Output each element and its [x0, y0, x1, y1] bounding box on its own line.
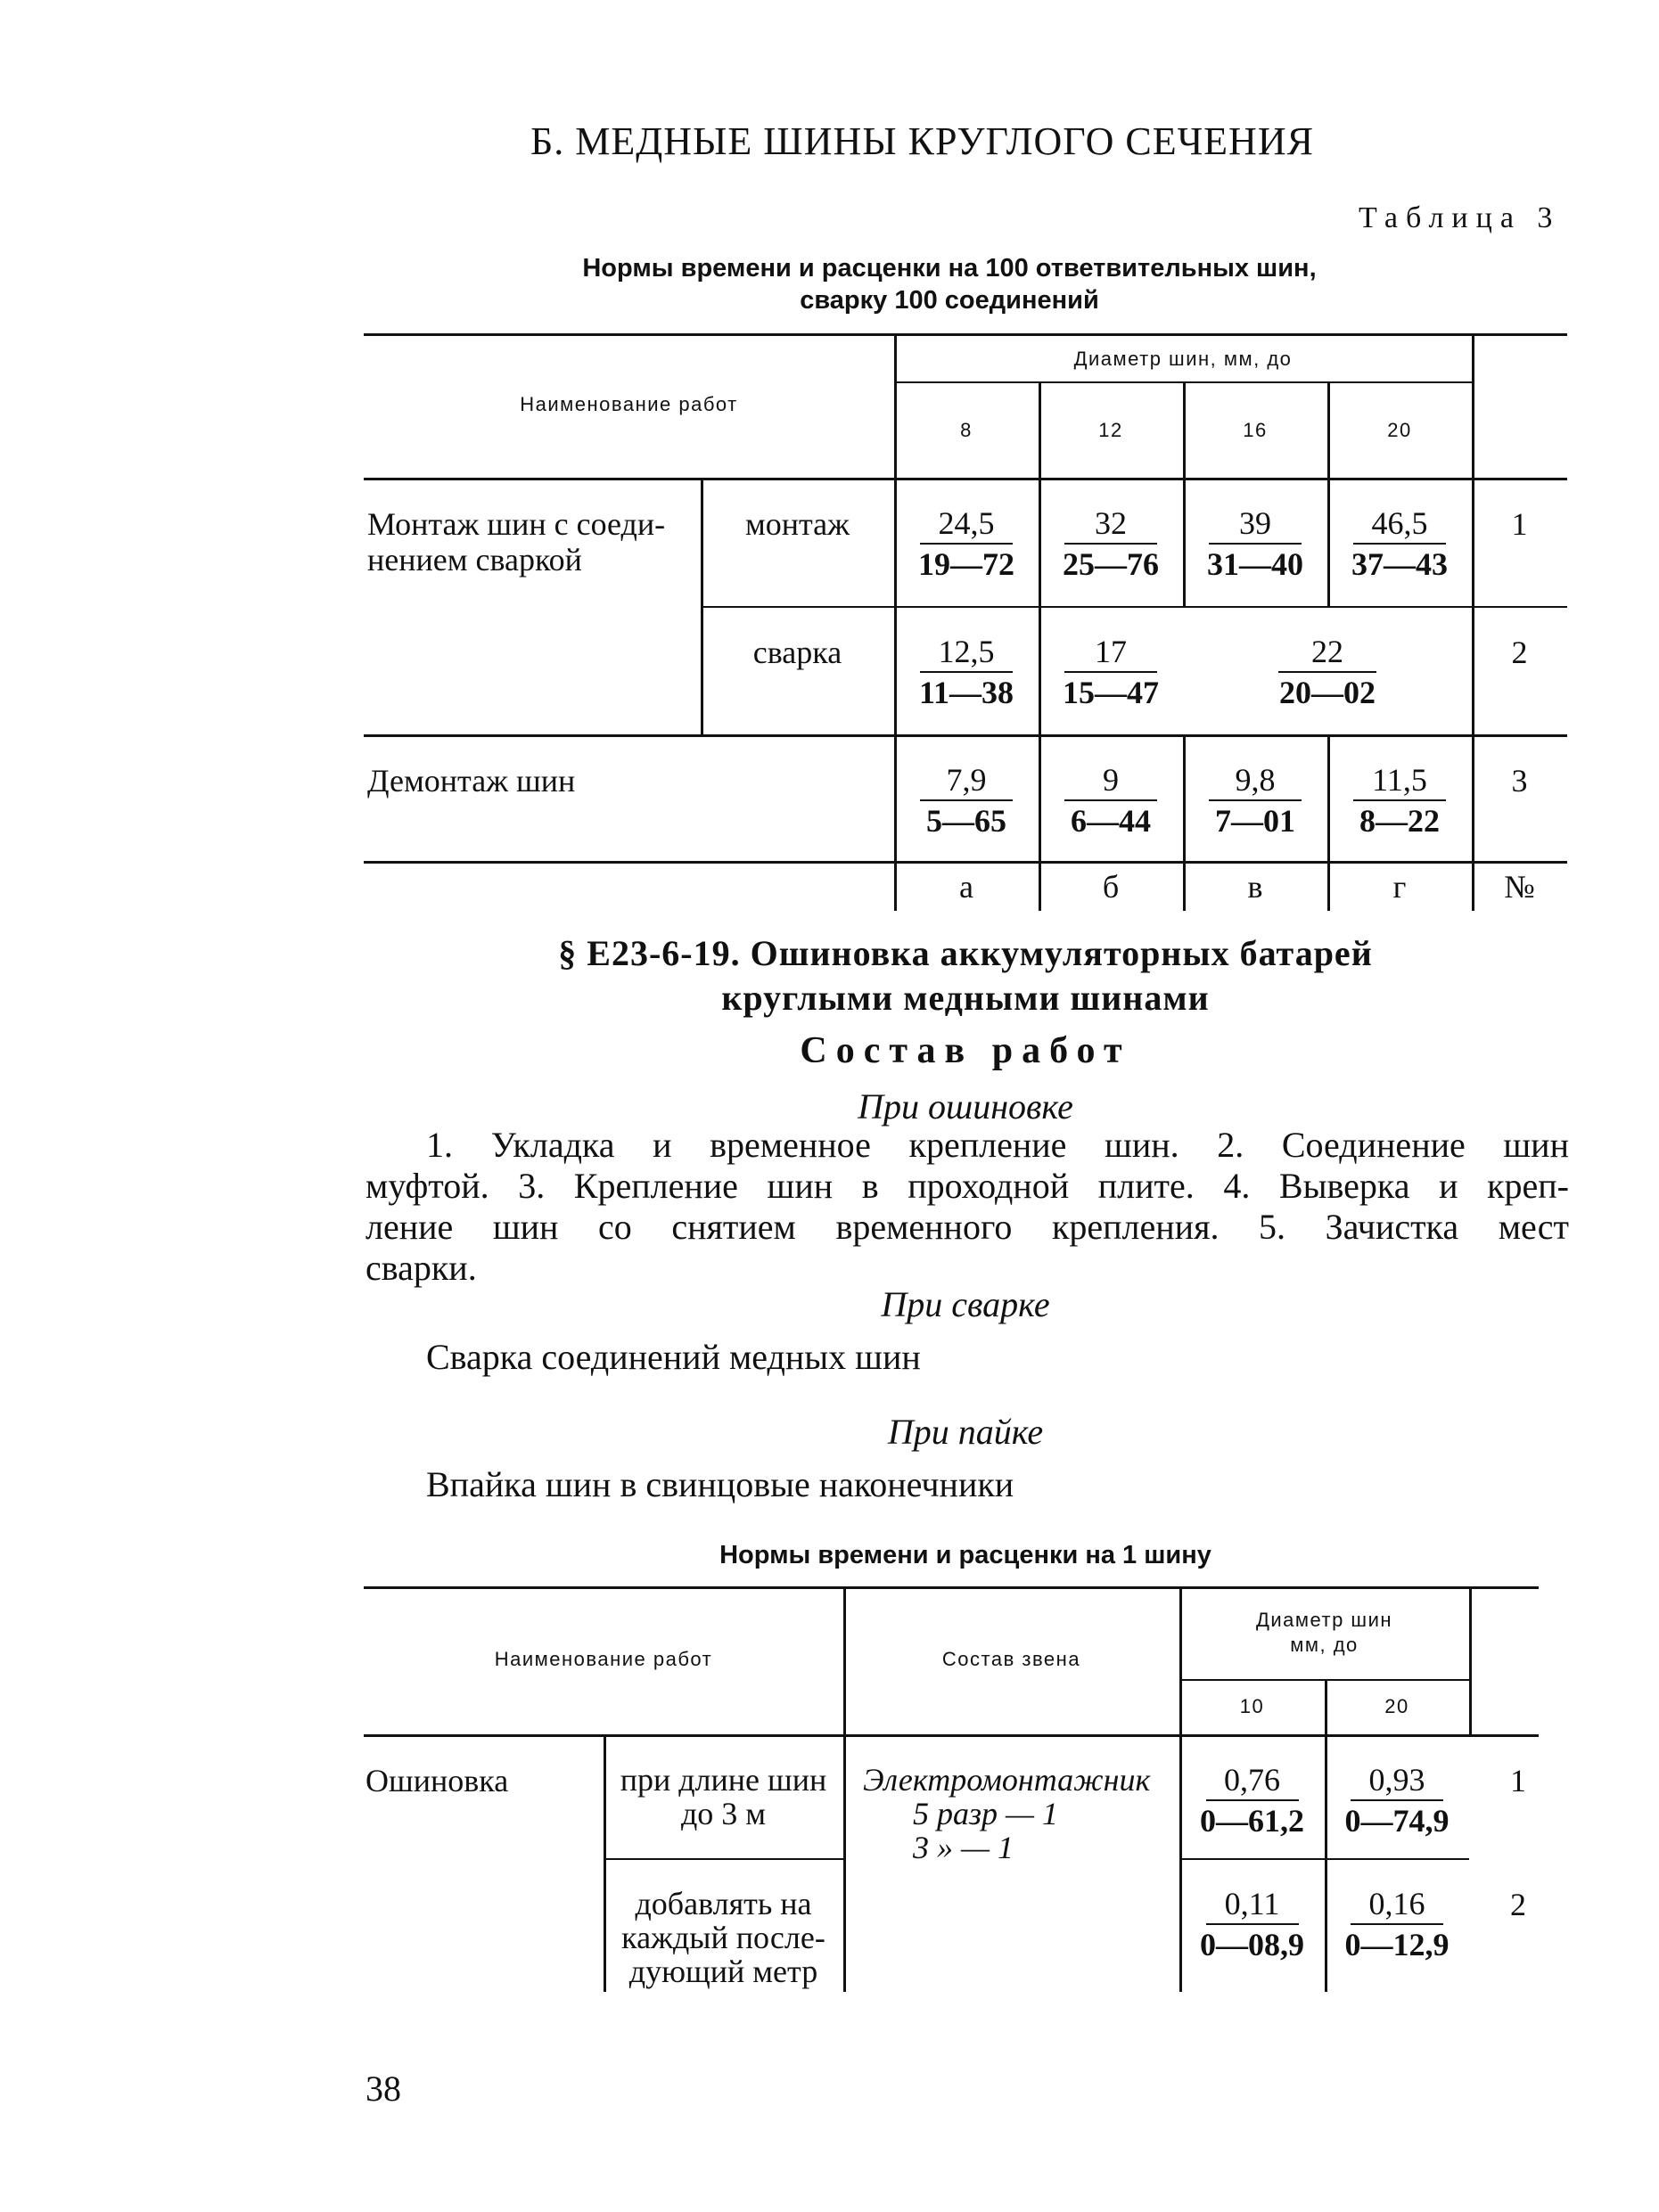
table4-row2-sub: [604, 1887, 843, 1988]
price-value: 0—12,9: [1344, 1927, 1450, 1962]
table3-col-letter-b: б: [1102, 869, 1120, 905]
table3-r1-c3: [1183, 504, 1327, 584]
norm-value: 0,76: [1224, 1762, 1280, 1798]
table3-header-name: Наименование работ: [520, 393, 738, 415]
table3-row3-no: 3: [1511, 763, 1528, 799]
table4-header-crew: Состав звена: [941, 1648, 1081, 1670]
price-value: 6—44: [1071, 803, 1151, 839]
price-value: 0—61,2: [1200, 1803, 1304, 1839]
paragraph-title-line2: круглыми медными шинами: [721, 978, 1210, 1018]
table3-col-no: №: [1504, 869, 1535, 905]
payka-text: Впайка шин в свинцовые наконечники: [426, 1464, 1014, 1504]
price-value: 0—08,9: [1200, 1927, 1304, 1962]
price-value: 31—40: [1207, 546, 1303, 582]
table4-r2-c2: [1325, 1884, 1469, 1964]
norm-value: 7,9: [946, 762, 987, 798]
table3-diameter-16: 16: [1243, 419, 1268, 441]
table4-caption: Нормы времени и расценки на 1 шину: [719, 1541, 1211, 1569]
table3-row1-group: [367, 506, 665, 578]
paragraph-title-line1: § Е23-6-19. Ошиновка аккумуляторных батарей: [558, 933, 1373, 973]
table4-header-name: Наименование работ: [494, 1648, 713, 1670]
table3-r3-c3: [1183, 760, 1327, 840]
table3-caption-line2: сварку 100 соединений: [800, 286, 1099, 315]
table4-diameter-10: 10: [1239, 1695, 1265, 1717]
oshinovka-line: ление шин со снятием временного крепления. 5. Зачистка мест: [365, 1207, 1569, 1247]
table3-r3-c4: [1327, 760, 1472, 840]
table3-r1-c1: [894, 504, 1039, 584]
table3-row2-no: 2: [1511, 635, 1528, 670]
table4-diameter-20: 20: [1384, 1695, 1409, 1717]
table3-row1-no: 1: [1511, 506, 1528, 542]
price-value: 0—74,9: [1344, 1803, 1450, 1839]
price-value: 5—65: [926, 803, 1006, 839]
price-value: 19—72: [918, 546, 1014, 582]
price-value: 20—02: [1279, 675, 1376, 710]
heading-svarka: При сварке: [881, 1284, 1050, 1324]
table3-row3-name: Демонтаж шин: [367, 763, 576, 799]
table4-crew-line3: 3 » — 1: [913, 1830, 1014, 1865]
table3-caption-line1: Нормы времени и расценки на 100 ответвительных шин,: [582, 254, 1317, 283]
norm-value: 0,11: [1224, 1886, 1280, 1921]
price-value: 11—38: [918, 675, 1014, 710]
table4-row2-sub-line1: добавлять на: [635, 1886, 812, 1921]
table3-r2-c1: [894, 632, 1039, 712]
table4-r1-c2: [1325, 1760, 1469, 1840]
oshinovka-line: муфтой. 3. Крепление шин в проходной плите. 4. Выверка и креп-: [365, 1166, 1569, 1206]
table4-row2-sub-line2: каждый после-: [621, 1920, 825, 1955]
table4-r1-c1: [1179, 1760, 1325, 1840]
oshinovka-line: 1. Укладка и временное крепление шин. 2. Соединение шин: [426, 1125, 1569, 1165]
table4-row1-sub-line1: при длине шин: [620, 1762, 827, 1798]
table3-row1-sub: монтаж: [744, 506, 850, 542]
paragraph-title: [364, 931, 1567, 1020]
table3-r2-c34: [1183, 632, 1472, 712]
table3-diameter-8: 8: [960, 419, 973, 441]
norm-value: 11,5: [1372, 762, 1427, 798]
table3-r1-c4: [1327, 504, 1472, 584]
norm-value: 24,5: [938, 505, 995, 541]
oshinovka-text: [365, 1125, 1569, 1289]
table-label: Таблица 3: [1359, 201, 1561, 234]
norm-value: 39: [1239, 505, 1271, 541]
table3-diameter-20: 20: [1387, 419, 1412, 441]
table4-crew-line2: 5 разр — 1: [913, 1796, 1059, 1831]
table3-col-letter-a: а: [959, 869, 973, 905]
norm-value: 17: [1095, 634, 1127, 669]
table3-r1-c2: [1039, 504, 1183, 584]
norm-value: 9,8: [1235, 762, 1276, 798]
table4-header-diameter-line1: Диаметр шин: [1255, 1609, 1393, 1631]
table3-r2-c2: [1039, 632, 1183, 712]
price-value: 15—47: [1063, 675, 1159, 710]
table3-row1-group-line1: Монтаж шин с соеди-: [367, 506, 666, 542]
norm-value: 9: [1103, 762, 1119, 798]
table4-row1-sub: [604, 1763, 843, 1831]
table3-caption: [499, 252, 1400, 316]
heading-oshinovka: При ошиновке: [858, 1086, 1073, 1126]
table3-r3-c1: [894, 760, 1039, 840]
table3-r3-c2: [1039, 760, 1183, 840]
heading-payka: При пайке: [887, 1412, 1044, 1452]
table3-col-letter-v: в: [1247, 869, 1263, 905]
norm-value: 12,5: [938, 634, 995, 669]
norm-value: 0,93: [1368, 1762, 1425, 1798]
table4-row1-sub-line2: до 3 м: [680, 1796, 767, 1831]
section-title: Б. МЕДНЫЕ ШИНЫ КРУГЛОГО СЕЧЕНИЯ: [530, 119, 1314, 163]
table3-col-letter-g: г: [1392, 869, 1407, 905]
paragraph-subtitle: Состав работ: [800, 1030, 1131, 1071]
table3-diameter-12: 12: [1098, 419, 1123, 441]
table4-crew: [863, 1763, 1150, 1864]
table4-row2-sub-line3: дующий метр: [628, 1954, 818, 1989]
table3-row2-sub: сварка: [752, 635, 842, 670]
table4-header-diameter-line2: мм, до: [1290, 1634, 1359, 1656]
oshinovka-line: сварки.: [365, 1248, 477, 1288]
norm-value: 0,16: [1368, 1886, 1425, 1921]
table4-r2-c1: [1179, 1884, 1325, 1964]
table3-header-diameter: Диаметр шин, мм, до: [1073, 348, 1293, 370]
norm-value: 22: [1311, 634, 1343, 669]
table3-row1-group-line2: нением сваркой: [367, 542, 582, 578]
price-value: 25—76: [1063, 546, 1159, 582]
table4-row1-no: 1: [1510, 1763, 1526, 1798]
norm-value: 46,5: [1371, 505, 1428, 541]
svarka-text: Сварка соединений медных шин: [426, 1337, 921, 1377]
norm-value: 32: [1095, 505, 1127, 541]
price-value: 37—43: [1351, 546, 1448, 582]
table4-group-name: Ошиновка: [365, 1763, 509, 1798]
page-number: 38: [365, 2069, 401, 2109]
table4-row2-no: 2: [1510, 1887, 1526, 1922]
table4-crew-line1: Электромонтажник: [863, 1762, 1151, 1798]
price-value: 8—22: [1359, 803, 1440, 839]
table4-header-diameter: [1179, 1608, 1469, 1658]
price-value: 7—01: [1215, 803, 1295, 839]
